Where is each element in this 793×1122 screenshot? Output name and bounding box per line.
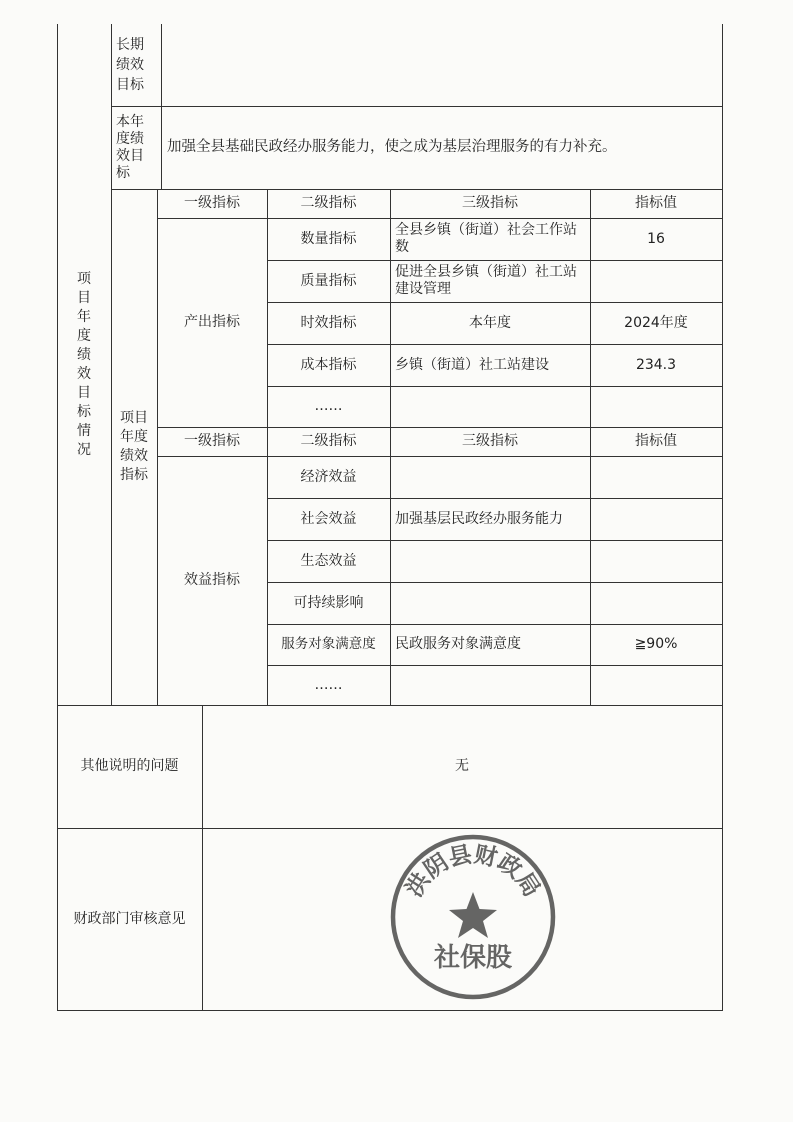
output-l3 <box>390 386 590 427</box>
col-header-level2: 二级指标 <box>300 195 357 211</box>
long-term-goal-content <box>161 24 722 106</box>
output-l2: …… <box>314 398 343 414</box>
col-header-level3: 三级指标 <box>462 195 518 211</box>
benefit-l2: 生态效益 <box>300 552 357 569</box>
col-header-level1: 一级指标 <box>184 433 240 449</box>
benefit-l2: 社会效益 <box>300 510 357 527</box>
svg-text:社保股: 社保股 <box>433 943 513 973</box>
output-l3: 促进全县乡镇（街道）社工站建设管理 <box>395 264 577 297</box>
benefit-l3 <box>390 582 590 624</box>
col-header-value: 指标值 <box>635 433 677 449</box>
benefit-indicator-label: 效益指标 <box>184 572 240 588</box>
col-header-level1: 一级指标 <box>184 195 240 211</box>
long-term-goal-label: 长期绩效目标 <box>116 37 144 93</box>
output-value: 16 <box>647 230 665 247</box>
benefit-value <box>590 540 722 582</box>
output-l2: 数量指标 <box>300 230 357 247</box>
benefit-l2: …… <box>314 676 343 693</box>
output-l3: 乡镇（街道）社工站建设 <box>395 356 549 373</box>
col-header-level3: 三级指标 <box>462 433 518 449</box>
benefit-l2: 可持续影响 <box>293 594 364 611</box>
benefit-l2: 经济效益 <box>300 468 357 485</box>
benefit-value <box>590 582 722 624</box>
svg-text:洪阴县财政局: 洪阴县财政局 <box>400 840 546 902</box>
annual-goal-content: 加强全县基础民政经办服务能力，使之成为基层治理服务的有力补充。 <box>167 139 617 155</box>
benefit-l2: 服务对象满意度 <box>281 636 376 652</box>
other-remarks-content: 无 <box>455 758 469 774</box>
finance-review-label: 财政部门审核意见 <box>73 910 186 927</box>
output-l2: 质量指标 <box>300 272 357 289</box>
other-remarks-label: 其他说明的问题 <box>80 758 179 774</box>
output-l2: 时效指标 <box>300 314 357 331</box>
output-value: 234.3 <box>635 356 677 373</box>
benefit-l3: 加强基层民政经办服务能力 <box>395 510 563 527</box>
indicators-label: 项目年度绩效指标 <box>120 410 148 483</box>
output-indicator-label: 产出指标 <box>184 314 240 330</box>
benefit-value <box>590 456 722 498</box>
output-value: 2024年度 <box>624 314 688 331</box>
benefit-value <box>590 498 722 540</box>
left-section-header-text: 项目年度绩效目标情况 <box>77 270 91 458</box>
benefit-l3: 民政服务对象满意度 <box>395 636 521 652</box>
output-l2: 成本指标 <box>300 356 357 373</box>
benefit-value: ≧90% <box>634 636 678 652</box>
official-seal <box>390 834 556 1000</box>
left-section-header <box>57 24 111 705</box>
output-value <box>590 260 722 302</box>
col-header-level2: 二级指标 <box>300 433 357 449</box>
output-l3: 全县乡镇（街道）社会工作站数 <box>395 222 577 255</box>
benefit-value <box>590 665 722 705</box>
output-value <box>590 386 722 427</box>
benefit-l3 <box>390 456 590 498</box>
benefit-l3 <box>390 665 590 705</box>
col-header-value: 指标值 <box>635 195 677 211</box>
seal-star-icon <box>449 892 497 938</box>
output-l3: 本年度 <box>469 314 511 331</box>
benefit-l3 <box>390 540 590 582</box>
annual-goal-label: 本年度绩效目标 <box>116 113 144 181</box>
